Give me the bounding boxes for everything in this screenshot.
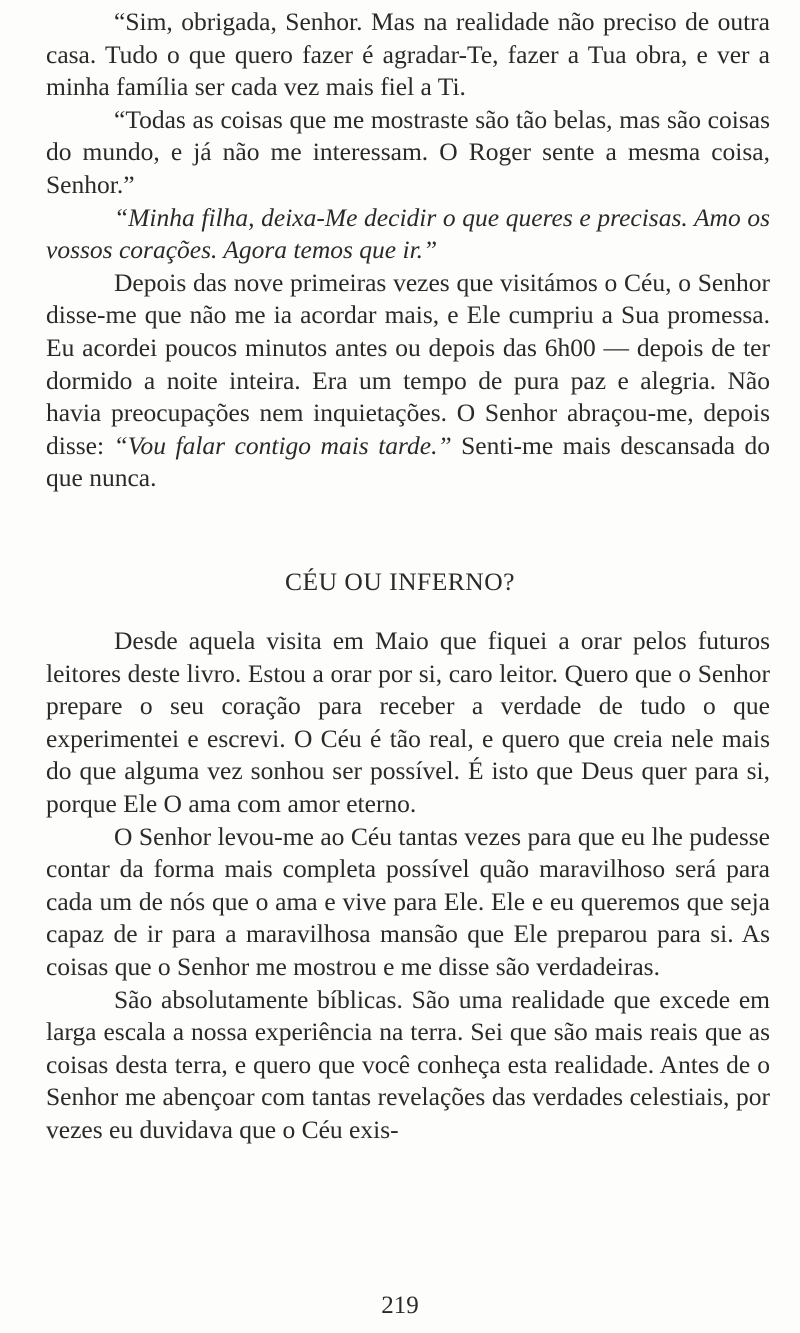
page-number: 219: [381, 1292, 419, 1319]
paragraph: O Senhor levou-me ao Céu tantas vezes para que eu lhe pudesse contar da forma mais completa possível quão maravilhoso será para cada um de nós que o ama e vive para Ele. Ele e eu queremos que seja capaz de ir para a maravilhosa mansão que Ele preparou para si. As coisas que o Senhor me mostrou e me disse são verdadeiras.: [46, 821, 770, 981]
bottom-text-block: [46, 625, 770, 1147]
paragraph: Desde aquela visita em Maio que fiquei a orar pelos futuros leitores deste livro. Estou a orar por si, caro leitor. Quero que o Senhor prepare o seu coração para receber a verdade de tudo o que experimentei e escrevi. O Céu é tão real, e quero que creia nele mais do que alguma vez sonhou ser possível. É isto que Deus quer para si, porque Ele O ama com amor eterno.: [46, 626, 770, 818]
paragraph-text: Depois das nove primeiras vezes que visitámos o Céu, o Senhor disse-me que não me ia acordar mais, e Ele cumpriu a Sua promessa. Eu acordei poucos minutos antes ou depois das 6h00 — depois de ter dormido a noite inteira. Era um tempo de pura paz e alegria. Não havia preocupações nem inquietações. O Senhor abraçou-me, depois disse:: [46, 267, 770, 460]
paragraph: “Sim, obrigada, Senhor. Mas na realidade não preciso de outra casa. Tudo o que quero fazer é agradar-Te, fazer a Tua obra, e ver a minha família ser cada vez mais fiel a Ti.: [46, 7, 770, 102]
paragraph-text: Senti-me mais descansada do que nunca.: [46, 430, 770, 493]
italic-quote: “Minha filha, deixa-Me decidir o que queres e precisas. Amo os vossos corações. Agora temos que ir.”: [46, 202, 770, 265]
section-title: CÉU OU INFERNO?: [285, 567, 515, 596]
paragraph: [46, 267, 770, 495]
paragraph: São absolutamente bíblicas. São uma realidade que excede em larga escala a nossa experiência na terra. Sei que são mais reais que as coisas desta terra, e quero que você conheça esta realidade. Antes de o Senhor me abençoar com tantas revelações das verdades celestiais, por vezes eu duvidava que o Céu exis-: [46, 984, 770, 1144]
italic-quote: “Vou falar contigo mais tarde.”: [113, 430, 452, 460]
top-text-block: [46, 6, 770, 495]
italic-paragraph: [46, 202, 770, 267]
paragraph: “Todas as coisas que me mostraste são tão belas, mas são coisas do mundo, e já não me interessam. O Roger sente a mesma coisa, Senhor.”: [46, 104, 770, 199]
